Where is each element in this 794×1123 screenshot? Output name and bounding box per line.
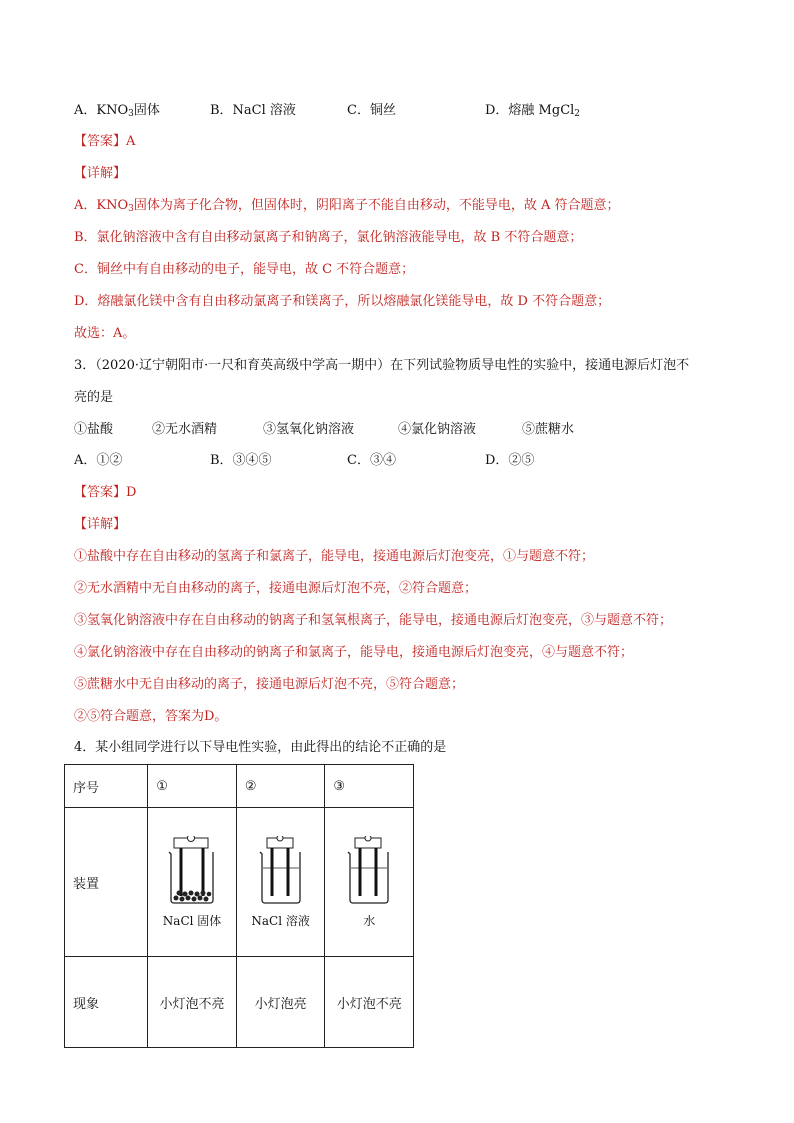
q3-option-a: A．①②: [74, 453, 123, 468]
q2-explain-a: A．$KNO_3$固体为离子化合物，但固体时，阴阳离子不能自由移动，不能导电，故 A 符合题意；: [74, 198, 620, 214]
q3-option-d: D．②⑤: [485, 453, 535, 468]
q3-option-c: C．③④: [347, 453, 396, 468]
column-number: ①: [148, 765, 237, 808]
q2-explain-c: C．铜丝中有自由移动的电子，能导电，故 C 不符合题意；: [74, 262, 415, 277]
q2-conclusion: 故选：A。: [74, 326, 136, 341]
apparatus-cell: [325, 808, 414, 957]
q3-item: ③氢氧化钠溶液: [263, 422, 355, 437]
row-label-apparatus: 装置: [65, 808, 148, 957]
q2-answer: 【答案】A: [74, 134, 136, 149]
experiment-table: [64, 764, 414, 1048]
q3-explain-line: ③氢氧化钠溶液中存在自由移动的钠离子和氢氧根离子，能导电，接通电源后灯泡变亮，③与题意不符；: [74, 613, 673, 628]
q3-detail-label: 【详解】: [74, 517, 127, 532]
phenomenon-cell: 小灯泡不亮: [325, 957, 414, 1048]
q3-stem-line2: 亮的是: [74, 390, 114, 405]
q2-option-c: C．铜丝: [347, 103, 396, 118]
q3-stem-line1: 3．（2020·辽宁朝阳市·一尺和育英高级中学高一期中）在下列试验物质导电性的实验中，接通电源后灯泡不: [74, 358, 690, 373]
q3-item: ①盐酸: [74, 422, 114, 437]
q3-explain-line: ⑤蔗糖水中无自由移动的离子，接通电源后灯泡不亮，⑤符合题意；: [74, 677, 465, 692]
q2-detail-label: 【详解】: [74, 166, 127, 181]
q3-item: ④氯化钠溶液: [398, 422, 477, 437]
q3-option-b: B．③④⑤: [210, 453, 272, 468]
apparatus-caption: NaCl 固体: [162, 913, 222, 928]
apparatus-cell: [236, 808, 325, 957]
beaker-water-icon: [342, 836, 396, 906]
q3-explain-line: ④氯化钠溶液中存在自由移动的钠离子和氯离子，能导电，接通电源后灯泡变亮，④与题意不符；: [74, 645, 634, 660]
apparatus-caption: NaCl 溶液: [251, 913, 310, 928]
apparatus-cell: [148, 808, 237, 957]
beaker-solution-icon: [254, 836, 308, 906]
apparatus-caption: 水: [363, 913, 376, 928]
row-label-phenomenon: 现象: [65, 957, 148, 1048]
q3-answer: 【答案】D: [74, 485, 137, 500]
q2-option-b: B．NaCl 溶液: [210, 103, 296, 118]
q3-explain-line: ①盐酸中存在自由移动的氢离子和氯离子，能导电，接通电源后灯泡变亮，①与题意不符；: [74, 549, 595, 564]
q3-explain-line: ②无水酒精中无自由移动的离子，接通电源后灯泡不亮，②符合题意；: [74, 581, 478, 596]
q3-item: ②无水酒精: [152, 422, 218, 437]
q4-stem: 4．某小组同学进行以下导电性实验，由此得出的结论不正确的是: [74, 740, 447, 755]
beaker-solid-icon: [165, 836, 219, 906]
q2-explain-b: B．氯化钠溶液中含有自由移动氯离子和钠离子，氯化钠溶液能导电，故 B 不符合题意；: [74, 230, 583, 245]
phenomenon-cell: 小灯泡亮: [236, 957, 325, 1048]
column-number: ③: [325, 765, 414, 808]
column-number: ②: [236, 765, 325, 808]
phenomenon-cell: 小灯泡不亮: [148, 957, 237, 1048]
q3-explain-line: ②⑤符合题意，答案为D。: [74, 709, 228, 724]
q2-option-d: D．熔融 MgCl$_2$: [485, 103, 581, 119]
q2-explain-d: D．熔融氯化镁中含有自由移动氯离子和镁离子，所以熔融氯化镁能导电，故 D 不符合题意；: [74, 294, 611, 309]
q3-item: ⑤蔗糖水: [522, 422, 575, 437]
row-label-number: 序号: [65, 765, 148, 808]
q2-option-a: A．$KNO_3$固体: [74, 103, 160, 119]
